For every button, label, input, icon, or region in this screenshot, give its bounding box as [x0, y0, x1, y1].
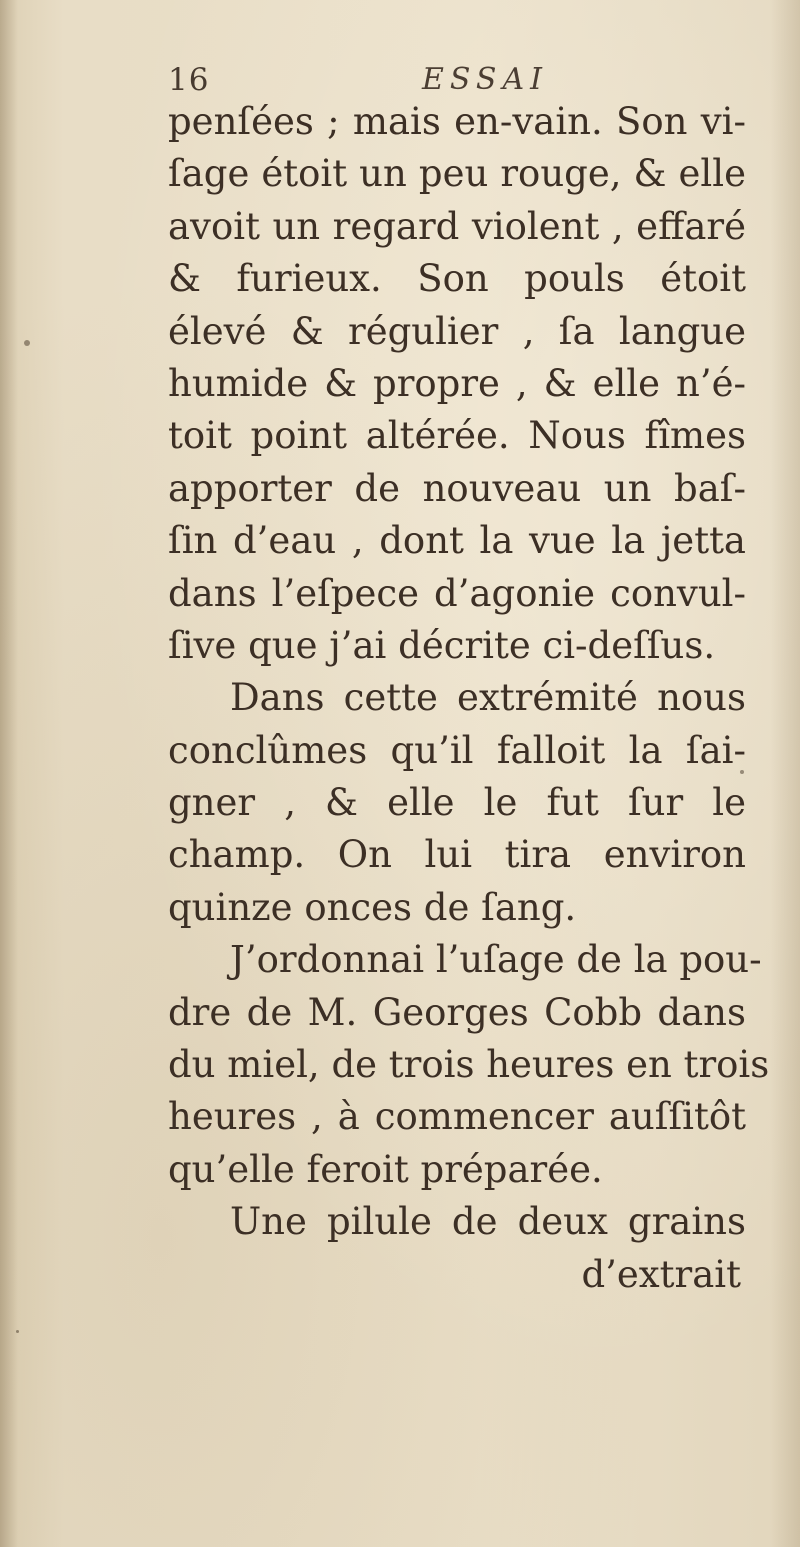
text-line: quinze onces de ſang.: [168, 885, 577, 929]
text-line: ſage étoit un peu rouge, & elle: [168, 152, 746, 196]
text-line: qu’elle feroit préparée.: [168, 1147, 603, 1191]
text-line: penſées ; mais en-vain. Son vi-: [168, 100, 746, 143]
paragraph-start-line: Dans cette extrémité nous: [230, 676, 746, 720]
page-number: 16: [168, 62, 210, 98]
body-text: [168, 96, 770, 1301]
text-line: avoit un regard violent , effaré: [168, 204, 746, 248]
text-line: ſin d’eau , dont la vue la jetta: [168, 519, 746, 563]
text-line: humide & propre , & elle n’é-: [168, 361, 746, 405]
gutter-shadow: [0, 0, 18, 1547]
paper-speck: [16, 1330, 19, 1333]
text-line: ſive que j’ai décrite ci-deſſus.: [168, 623, 716, 667]
text-line: apporter de nouveau un baſ-: [168, 466, 746, 510]
text-line: élevé & régulier , ſa langue: [168, 309, 746, 353]
paragraph-start-line: J’ordonnai l’uſage de la pou-: [230, 938, 762, 982]
running-head: ESSAI: [422, 62, 548, 97]
text-line: & furieux. Son pouls étoit: [168, 257, 746, 301]
page-edge-shading: [770, 0, 800, 1547]
text-line: dans l’eſpece d’agonie convul-: [168, 571, 746, 615]
text-line: du miel, de trois heures en trois: [168, 1043, 770, 1087]
paper-speck: [24, 340, 30, 346]
text-line: champ. On lui tira environ: [168, 833, 746, 877]
text-line: toit point altérée. Nous fîmes: [168, 414, 746, 458]
catchword: d’extrait: [581, 1252, 741, 1296]
text-line: heures , à commencer auſſitôt: [168, 1095, 746, 1139]
text-line: conclûmes qu’il falloit la ſai-: [168, 728, 746, 772]
paragraph-start-line: Une pilule de deux grains: [230, 1200, 746, 1244]
text-line: dre de M. Georges Cobb dans: [168, 990, 746, 1034]
text-line: gner , & elle le fut ſur le: [168, 781, 746, 825]
